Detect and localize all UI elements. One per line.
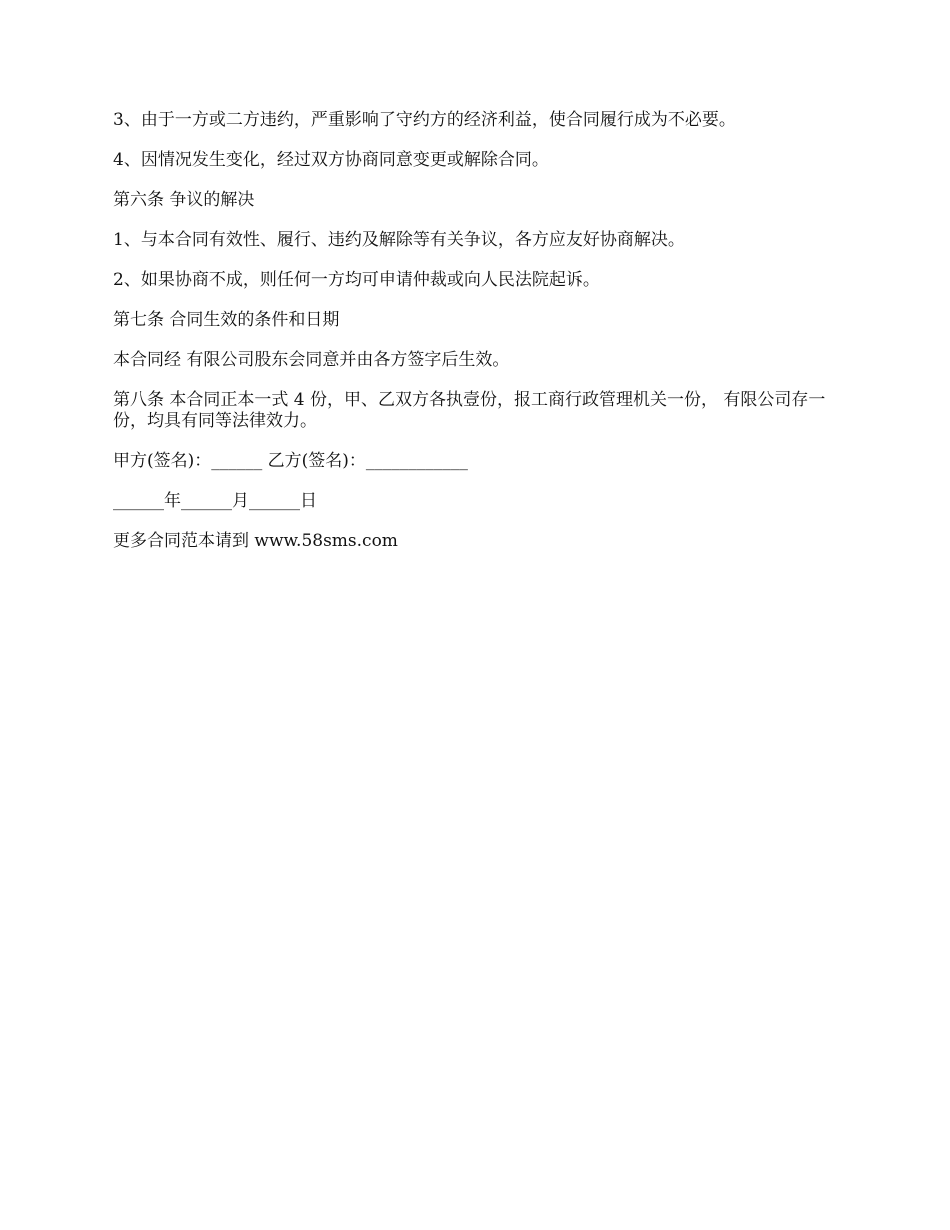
article-7-heading: 第七条 合同生效的条件和日期 bbox=[113, 310, 340, 330]
dispute-clause-2-paragraph: 2、如果协商不成，则任何一方均可申请仲裁或向人民法院起诉。 bbox=[113, 270, 600, 290]
document-body bbox=[113, 110, 833, 571]
article-6-heading: 第六条 争议的解决 bbox=[113, 190, 255, 210]
more-templates-footer: 更多合同范本请到 www.58sms.com bbox=[113, 531, 398, 551]
article-8-paragraph: 第八条 本合同正本一式 4 份，甲、乙双方各执壹份，报工商行政管理机关一份， 有限公司存一份，均具有同等法律效力。 bbox=[113, 390, 826, 431]
date-line: ______年______月______日 bbox=[113, 491, 317, 511]
signature-line: 甲方(签名)：______ 乙方(签名)：____________ bbox=[113, 451, 468, 471]
dispute-clause-1-paragraph: 1、与本合同有效性、履行、违约及解除等有关争议，各方应友好协商解决。 bbox=[113, 230, 685, 250]
effective-condition-paragraph: 本合同经 有限公司股东会同意并由各方签字后生效。 bbox=[113, 350, 510, 370]
clause-3-breach-paragraph: 3、由于一方或二方违约，严重影响了守约方的经济利益，使合同履行成为不必要。 bbox=[113, 110, 736, 130]
clause-4-change-paragraph: 4、因情况发生变化，经过双方协商同意变更或解除合同。 bbox=[113, 150, 549, 170]
